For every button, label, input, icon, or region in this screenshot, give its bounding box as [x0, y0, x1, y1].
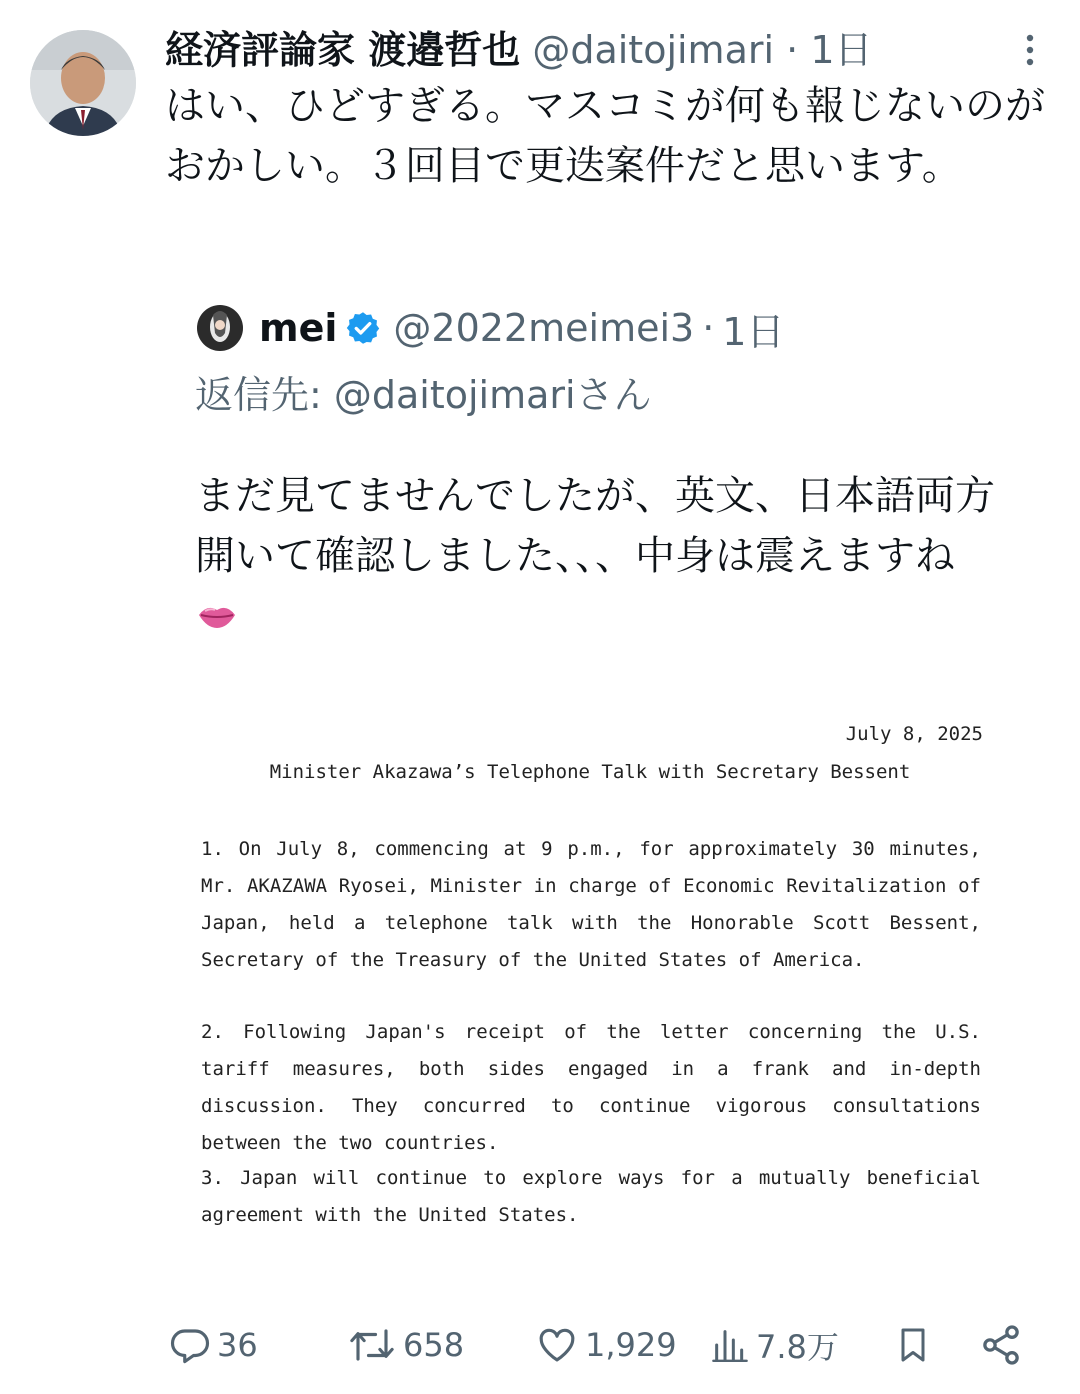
quoted-tweet[interactable]	[195, 300, 1015, 646]
author-avatar[interactable]	[30, 30, 136, 136]
quoted-tweet-header	[195, 300, 1015, 356]
author-handle[interactable]: @daitojimari	[532, 28, 775, 72]
reply-button[interactable]	[169, 1315, 258, 1375]
attached-document-image[interactable]	[195, 705, 995, 1265]
quoted-author-handle[interactable]: @2022meimei3	[393, 306, 695, 350]
tweet-timestamp[interactable]: 1日	[810, 28, 873, 72]
repost-count: 658	[403, 1326, 465, 1364]
lips-emoji-icon	[195, 592, 239, 632]
tweet-header	[165, 22, 1035, 78]
views-button[interactable]	[710, 1315, 839, 1375]
views-chart-icon	[710, 1324, 750, 1366]
quoted-header-separator: ·	[702, 306, 715, 350]
quoted-timestamp[interactable]: 1日	[722, 309, 785, 354]
tweet-text: はい、ひどすぎる。マスコミが何も報じないのがおかしい。３回目で更迭案件だと思います。	[165, 83, 1045, 189]
author-name[interactable]: 経済評論家 渡邉哲也	[165, 28, 521, 72]
document-paragraph: 3. Japan will continue to explore ways for a mutually beneficial agreement with the United States.	[201, 1167, 981, 1226]
share-icon	[979, 1323, 1023, 1367]
document-title: Minister Akazawa’s Telephone Talk with Secretary Bessent	[269, 761, 911, 783]
like-count: 1,929	[585, 1326, 677, 1364]
quoted-tweet-text-container	[195, 466, 995, 646]
header-separator: ·	[786, 28, 799, 72]
verified-badge-icon	[345, 310, 381, 346]
more-options-icon[interactable]	[1010, 30, 1050, 70]
repost-icon	[347, 1324, 397, 1366]
document-date: July 8, 2025	[845, 723, 983, 745]
heart-icon	[535, 1324, 579, 1366]
document-paragraph: 1. On July 8, commencing at 9 p.m., for approximately 30 minutes, Mr. AKAZAWA Ryosei, Minister in charge of Economic Revitalization of Japan, held a telephone talk with the Honorable Scott Bessent, Secretary of the Treasury of the United States of America.	[201, 838, 981, 971]
quoted-author-avatar[interactable]	[195, 303, 245, 353]
like-button[interactable]	[535, 1315, 677, 1375]
bookmark-icon	[893, 1323, 933, 1367]
reply-count: 36	[217, 1326, 258, 1364]
quoted-author-name[interactable]: mei	[259, 306, 338, 350]
view-count: 7.8万	[756, 1328, 839, 1366]
action-bar	[165, 1315, 1035, 1375]
document-paragraph: 2. Following Japan's receipt of the letter concerning the U.S. tariff measures, both sides engaged in a frank and in-depth discussion. They concurred to continue vigorous consultations between the two countries.	[201, 1021, 981, 1154]
reply-icon	[169, 1324, 211, 1366]
share-button[interactable]	[979, 1315, 1023, 1375]
repost-button[interactable]	[347, 1315, 464, 1375]
bookmark-button[interactable]	[893, 1315, 933, 1375]
reply-to-label[interactable]: 返信先: @daitojimariさん	[195, 373, 652, 417]
quoted-tweet-text: まだ見てませんでしたが、英文、日本語両方開いて確認しました、、、中身は震えますね	[195, 473, 995, 579]
author-avatar-image	[30, 30, 136, 136]
